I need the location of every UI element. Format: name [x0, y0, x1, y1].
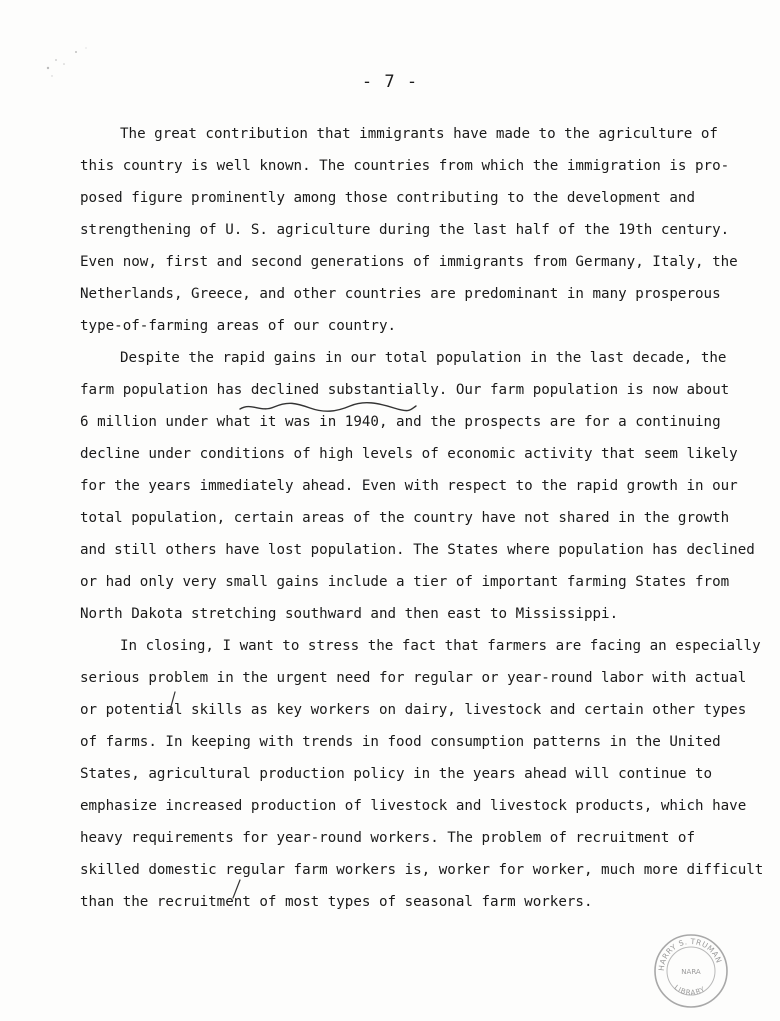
- stamp-center-text: NARA: [681, 968, 701, 976]
- text-line: heavy requirements for year-round workers. The problem of recruitment of: [80, 830, 695, 846]
- pen-tick-mark: [166, 690, 178, 714]
- text-line: decline under conditions of high levels of economic activity that seem likely: [80, 446, 738, 462]
- text-line: serious problem in the urgent need for regular or year-round labor with actual: [80, 670, 747, 686]
- text-line: this country is well known. The countries from which the immigration is pro-: [80, 158, 730, 174]
- svg-text:LIBRARY: [673, 984, 707, 997]
- text-line: than the recruitment of most types of seasonal farm workers.: [80, 894, 593, 910]
- stamp-top-text: HARRY S. TRUMAN: [656, 936, 724, 972]
- text-line: Despite the rapid gains in our total population in the last decade, the: [120, 350, 727, 366]
- document-body: [80, 118, 764, 918]
- text-line: Netherlands, Greece, and other countries are predominant in many prosperous: [80, 286, 721, 302]
- svg-text:HARRY S. TRUMAN: [657, 937, 724, 971]
- text-line: or potential skills as key workers on dairy, livestock and certain other types: [80, 702, 747, 718]
- handwritten-underline: [238, 400, 418, 414]
- library-stamp: [652, 932, 730, 1010]
- text-line: and still others have lost population. The States where population has declined: [80, 542, 755, 558]
- text-line: posed figure prominently among those contributing to the development and: [80, 190, 695, 206]
- text-line: States, agricultural production policy in the years ahead will continue to: [80, 766, 713, 782]
- text-line: North Dakota stretching southward and then east to Mississippi.: [80, 606, 619, 622]
- pen-tick-mark: [230, 878, 242, 902]
- text-line: In closing, I want to stress the fact that farmers are facing an especially: [120, 638, 761, 654]
- page-number: - 7 -: [361, 72, 419, 92]
- text-line: skilled domestic regular farm workers is, worker for worker, much more difficult: [80, 862, 764, 878]
- text-line: farm population has declined substantially. Our farm population is now about: [80, 382, 730, 398]
- text-line: The great contribution that immigrants have made to the agriculture of: [120, 126, 718, 142]
- text-line: type-of-farming areas of our country.: [80, 318, 397, 334]
- text-line: emphasize increased production of livestock and livestock products, which have: [80, 798, 747, 814]
- text-line: of farms. In keeping with trends in food consumption patterns in the United: [80, 734, 721, 750]
- text-line: for the years immediately ahead. Even with respect to the rapid growth in our: [80, 478, 738, 494]
- stamp-side-text: LIBRARY: [672, 983, 707, 997]
- text-line: strengthening of U. S. agriculture during the last half of the 19th century.: [80, 222, 730, 238]
- text-line: total population, certain areas of the country have not shared in the growth: [80, 510, 730, 526]
- text-line: 6 million under what it was in 1940, and the prospects are for a continuing: [80, 414, 721, 430]
- text-line: Even now, first and second generations of immigrants from Germany, Italy, the: [80, 254, 738, 270]
- text-line: or had only very small gains include a tier of important farming States from: [80, 574, 730, 590]
